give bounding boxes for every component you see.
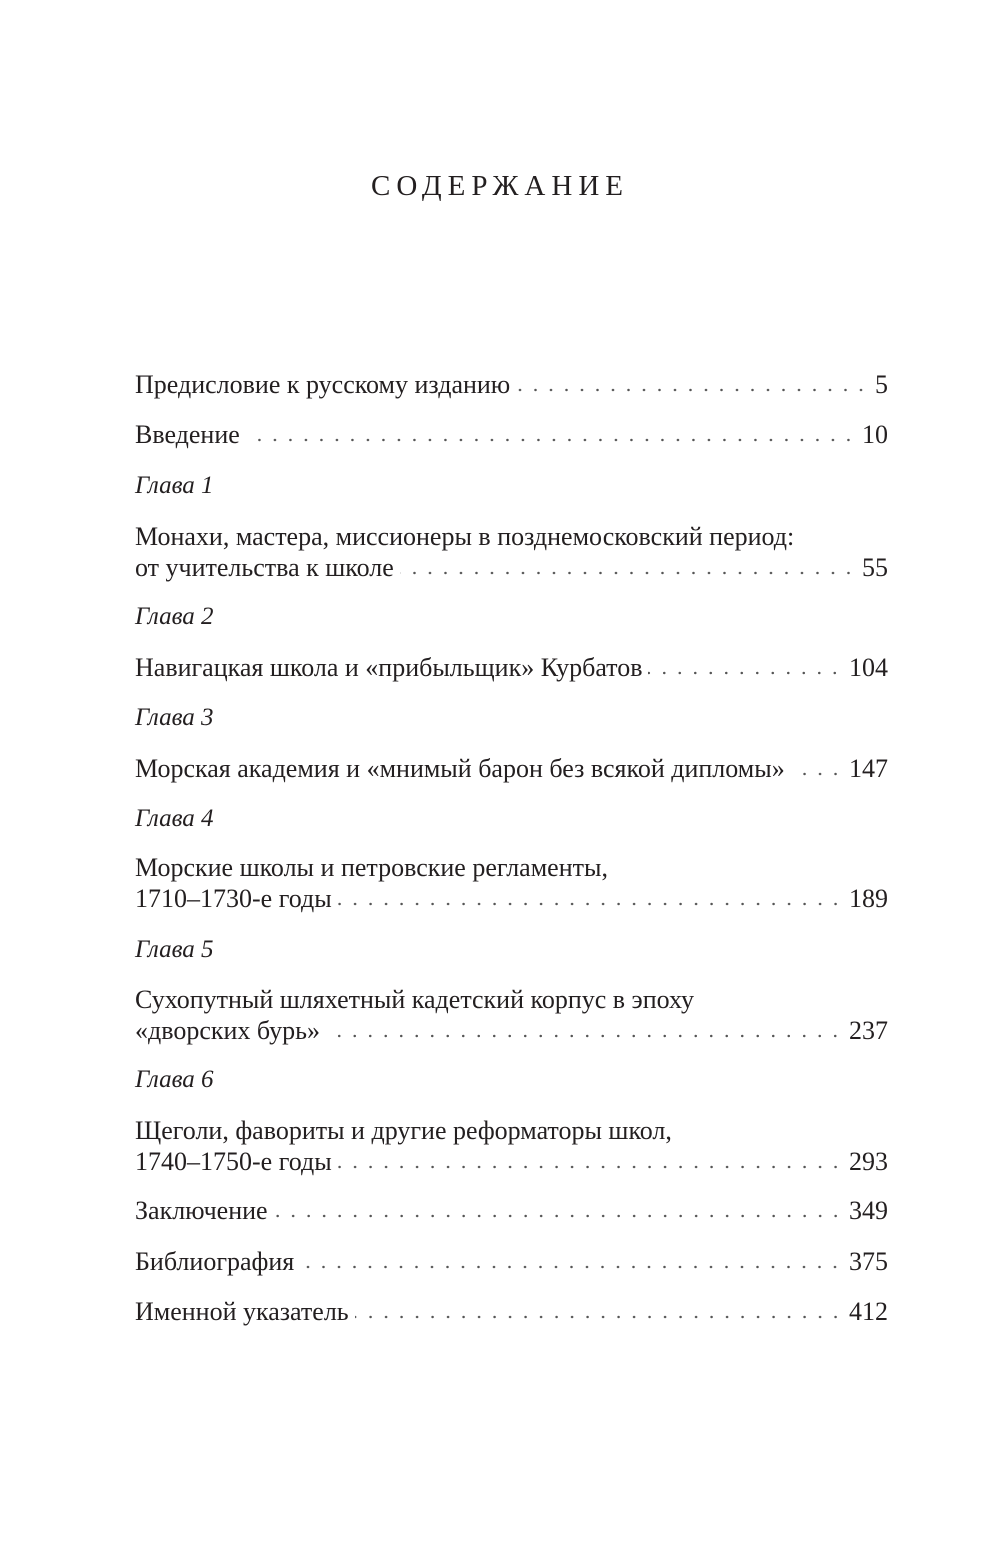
entry-title-line2: от учительства к школе xyxy=(135,553,394,582)
entry-page: 104 xyxy=(849,653,888,682)
dot-leader xyxy=(648,669,843,677)
entry-title-line1: Сухопутный шляхетный кадетский корпус в эпоху xyxy=(135,985,694,1014)
entry-page: 412 xyxy=(849,1297,888,1326)
dot-leader xyxy=(516,386,869,394)
dot-leader xyxy=(355,1313,843,1321)
entry-page: 55 xyxy=(862,553,888,582)
entry-title-line2: 1740–1750-е годы xyxy=(135,1147,332,1176)
toc-entry-ch2[interactable] xyxy=(135,650,888,686)
entry-title: Введение xyxy=(135,420,240,449)
entry-title-line2: «дворских бурь» xyxy=(135,1016,321,1045)
chapter-label-6: Глава 6 xyxy=(135,1066,214,1093)
dot-leader xyxy=(300,1263,843,1271)
chapter-label-4: Глава 4 xyxy=(135,805,214,832)
entry-page: 237 xyxy=(849,1016,888,1045)
entry-title-line1: Морские школы и петровские регламенты, xyxy=(135,853,608,882)
toc-entry-intro[interactable] xyxy=(135,417,888,453)
entry-title: Библиография xyxy=(135,1247,295,1276)
entry-page: 349 xyxy=(849,1196,888,1225)
entry-title: Именной указатель xyxy=(135,1297,349,1326)
page-title: СОДЕРЖАНИЕ xyxy=(371,170,629,202)
entry-page: 10 xyxy=(862,420,888,449)
dot-leader xyxy=(400,569,856,577)
chapter-label-1: Глава 1 xyxy=(135,472,214,499)
toc-entry-ch1[interactable] xyxy=(135,550,888,586)
toc-entry-index[interactable] xyxy=(135,1294,888,1330)
entry-title-line1: Монахи, мастера, миссионеры в позднемосковский период: xyxy=(135,522,795,551)
dot-leader xyxy=(246,436,856,444)
entry-page: 375 xyxy=(849,1247,888,1276)
dot-leader xyxy=(326,1032,843,1040)
dot-leader xyxy=(338,1163,843,1171)
chapter-label-3: Глава 3 xyxy=(135,704,214,731)
dot-leader xyxy=(338,900,843,908)
chapter-label-2: Глава 2 xyxy=(135,603,214,630)
entry-title-line1: Щеголи, фавориты и другие реформаторы школ, xyxy=(135,1116,672,1145)
entry-page: 189 xyxy=(849,884,888,913)
dot-leader xyxy=(791,770,843,778)
toc-entry-ch4[interactable] xyxy=(135,881,888,917)
entry-title: Навигацкая школа и «прибыльщик» Курбатов xyxy=(135,653,643,682)
entry-page: 147 xyxy=(849,754,888,783)
entry-title: Морская академия и «мнимый барон без всякой дипломы» xyxy=(135,754,785,783)
toc-entry-preface[interactable] xyxy=(135,367,888,403)
entry-title: Предисловие к русскому изданию xyxy=(135,370,511,399)
toc-entry-ch3[interactable] xyxy=(135,751,888,787)
toc-entry-ch5[interactable] xyxy=(135,1013,888,1049)
toc-entry-conclusion[interactable] xyxy=(135,1193,888,1229)
entry-title: Заключение xyxy=(135,1196,268,1225)
dot-leader xyxy=(274,1212,843,1220)
toc-entry-ch6[interactable] xyxy=(135,1144,888,1180)
chapter-label-5: Глава 5 xyxy=(135,936,214,963)
entry-page: 293 xyxy=(849,1147,888,1176)
toc-entry-bibliography[interactable] xyxy=(135,1244,888,1280)
entry-title-line2: 1710–1730-е годы xyxy=(135,884,332,913)
entry-page: 5 xyxy=(875,370,888,399)
